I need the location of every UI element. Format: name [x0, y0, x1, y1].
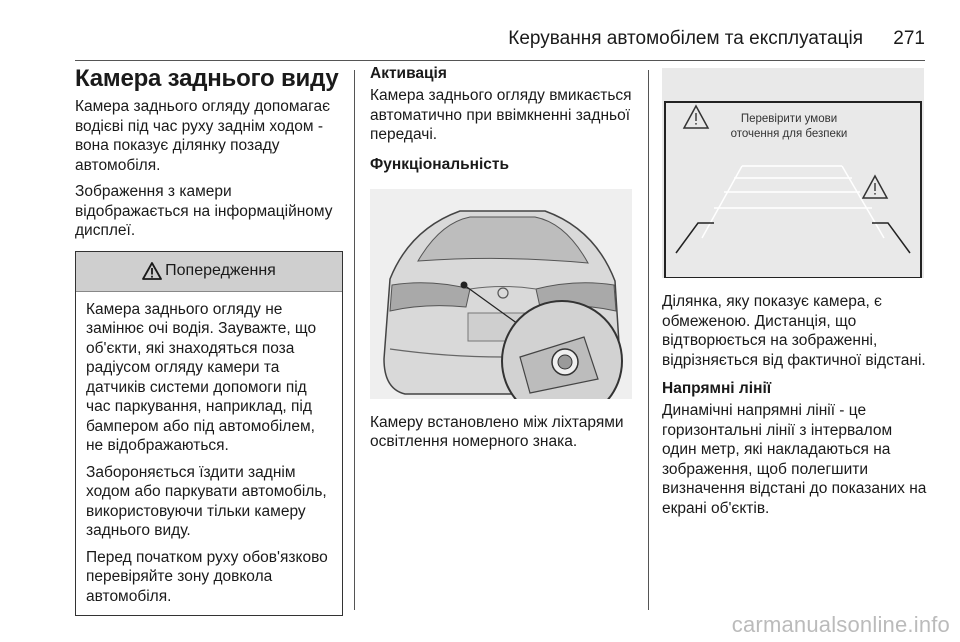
car-rear-drawing — [370, 189, 632, 399]
screen-message — [724, 112, 854, 142]
display-screen-drawing — [662, 68, 924, 278]
column-divider-1 — [354, 70, 355, 610]
page-number: 271 — [893, 28, 925, 49]
warning-paragraph-3: Перед початком руху обов'язково перевіряйте зону довкола автомобіля. — [86, 548, 328, 605]
display-paragraph: Зображення з камери відображається на інформаційному дисплеї. — [75, 183, 333, 239]
warning-paragraph-1: Камера заднього огляду не замінює очі водія. Зауважте, що об'єкти, які знаходяться поза радіусом огляду камери та датчиків системи допомоги під час паркування, наприклад, під бампером або під автомобілем, не відображаються. — [86, 300, 317, 454]
warning-paragraph-2: Забороняється їздити заднім ходом або паркувати автомобіль, використовуючи тільки камеру заднього виду. — [86, 463, 327, 539]
warning-box — [75, 251, 343, 617]
screen-message-line-2: оточення для безпеки — [730, 128, 848, 140]
warning-header — [76, 252, 342, 292]
guide-lines-heading: Напрямні лінії — [662, 380, 772, 397]
activation-heading: Активація — [370, 65, 447, 82]
header-rule — [75, 60, 925, 61]
car-rear-illustration — [370, 189, 632, 399]
warning-title: Попередження — [165, 262, 276, 279]
screen-message-line-1: Перевірити умови — [740, 113, 838, 125]
camera-location-caption: Камеру встановлено між ліхтарями освітлення номерного знака. — [370, 413, 624, 450]
section-heading: Камера заднього виду — [75, 65, 339, 92]
functionality-heading: Функціональність — [370, 155, 510, 173]
watermark: carmanualsonline.info — [731, 612, 950, 637]
warning-triangle-icon — [142, 262, 162, 280]
page-header — [75, 26, 925, 56]
activation-paragraph: Камера заднього огляду вмикається автоматично при ввімкненні задньої передачі. — [370, 87, 632, 143]
intro-paragraph: Камера заднього огляду допомагає водієві під час руху заднім ходом - вона показує ділянку позаду автомобіля. — [75, 98, 331, 174]
right-column — [662, 64, 930, 525]
view-area-paragraph: Ділянка, яку показує камера, є обмеженою. Дистанція, що відтворюється на зображенні, відрізняється від фактичної відстані. — [662, 293, 926, 369]
warning-body — [76, 292, 342, 616]
column-divider-2 — [648, 70, 649, 610]
middle-column — [370, 64, 632, 459]
header-title: Керування автомобілем та експлуатація — [508, 28, 863, 49]
left-column — [75, 64, 343, 616]
display-screen-illustration — [662, 68, 924, 278]
guide-lines-paragraph: Динамічні напрямні лінії - це горизонтальні лінії з інтервалом один метр, які накладаються на зображення, щоб полегшити визначення відстані до показаних на екрані об'єктів. — [662, 402, 927, 517]
